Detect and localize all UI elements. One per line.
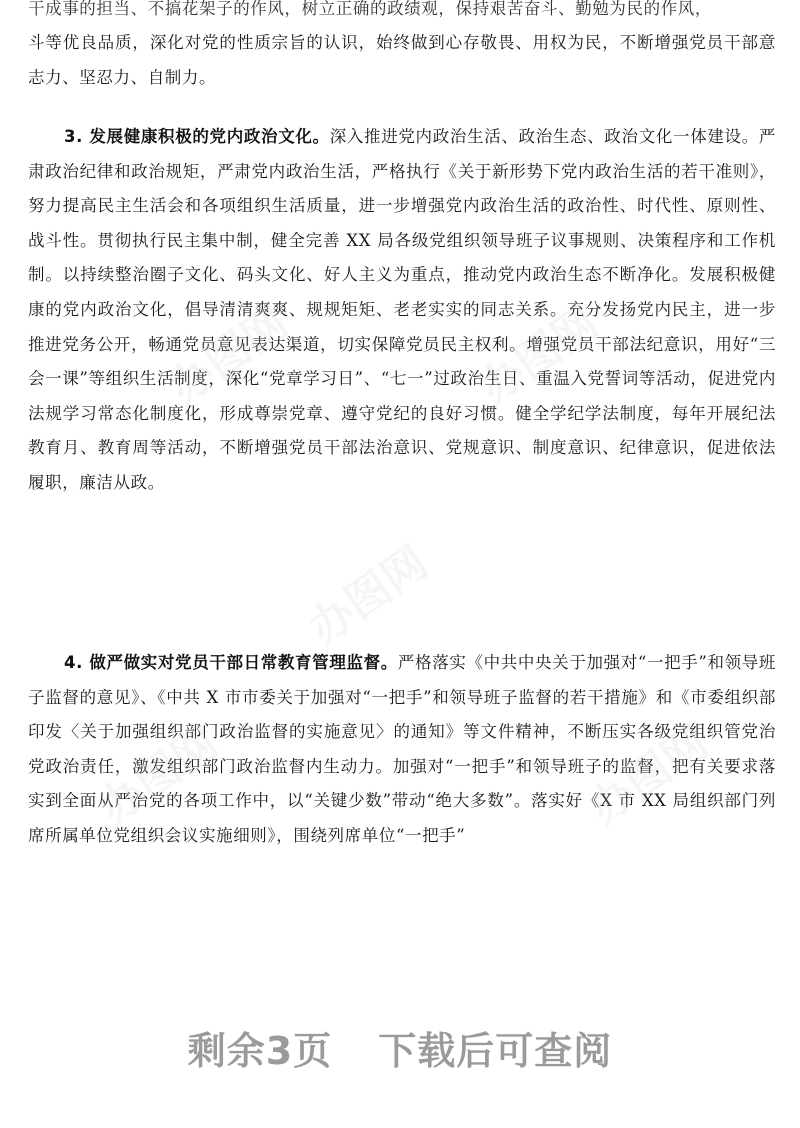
watermark: 办图网 (469, 296, 608, 415)
watermark: 办图网 (299, 536, 438, 655)
paragraph-4-heading: 4. 做严做实对党员干部日常教育管理监督。 (64, 653, 398, 672)
watermark: 办图网 (89, 716, 228, 835)
paragraph-3-body: 深入推进党内政治生活、政治生态、政治文化一体建设。严肃政治纪律和政治规矩，严肃党内政治生活，严格执行《关于新形势下党内政治生活的若干准则》，努力提高民主生活会和各项组织生活质量，进一步增强党内政治生活的政治性、时代性、原则性、战斗性。贯彻执行民主集中制，健全完善 XX 局各级党组织领导班子议事规则、决策程序和工作机制。以持续整治圈子文化、码头文化、好人主义为重点，推动党内政治生态不断净化。发展积极健康的党内政治文化，倡导清清爽爽、规规矩矩、老老实实的同志关系。充分发扬党内民主，进一步推进党务公开，畅通党员意见表达渠道，切实保障党员民主权利。增强党员干部法纪意识，用好“三会一课”等组织生活制度，深化“党章学习日”、“七一”过政治生日、重温入党誓词等活动，促进党内法规学习常态化制度化，形成尊崇党章、遵守党纪的良好习惯。健全学纪学法制度，每年开展纪法教育月、教育周等活动，不断增强党员干部法治意识、党规意识、制度意识、纪律意识，促进依法履职，廉洁从政。 (28, 127, 776, 492)
paragraph-4-body: 严格落实《中共中央关于加强对“一把手”和领导班子监督的意见》、《中共 X 市市委关于加强对“一把手”和领导班子监督的若干措施》和《市委组织部印发〈关于加强组织部门政治监督的实施意见〉的通知》等文件精神，不断压实各级党组织管党治党政治责任，激发组织部门政治监督内生动力。加强对“一把手”和领导班子的监督，把有关要求落实到全面从严治党的各项工作中，以“关键少数”带动“绝大多数”。落实好《X 市 XX 局组织部门列席所属单位党组织会议实施细则》，围绕列席单位“一把手” (28, 653, 777, 845)
download-prompt[interactable] (0, 1020, 800, 1075)
download-hint-label: 下载后可查阅 (378, 1029, 613, 1073)
watermark: 办图网 (159, 296, 298, 415)
cutoff-top-line: 干成事的担当、不搞花架子的作风，树立正确的政绩观，保持艰苦奋斗、勤勉为民的作风， (28, 0, 712, 18)
paragraph-4 (28, 646, 776, 854)
paragraph-2-tail: 斗等优良品质，深化对党的性质宗旨的认识，始终做到心存敬畏、用权为民，不断增强党员干部意志力、坚忍力、自制力。 (28, 33, 776, 87)
paragraph-3 (28, 120, 776, 501)
watermark: 办图网 (579, 716, 718, 835)
remaining-pages-label: 剩余3页 (187, 1029, 333, 1073)
paragraph-3-heading: 3. 发展健康积极的党内政治文化。 (64, 127, 330, 146)
